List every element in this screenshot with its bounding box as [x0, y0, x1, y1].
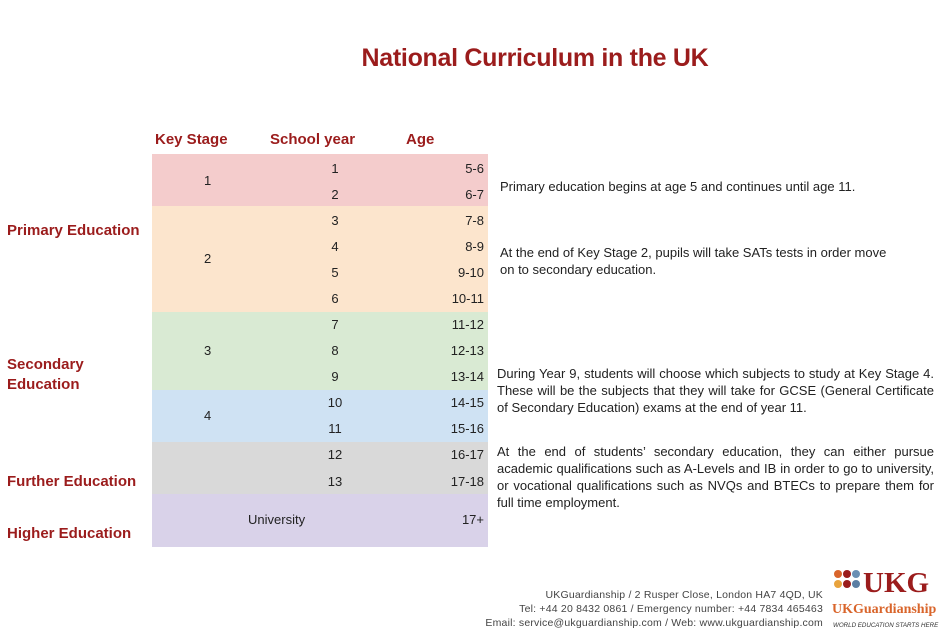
school-year-cell: 4: [331, 239, 339, 254]
school-year-cell: 1: [331, 161, 339, 176]
age-cell: 10-11: [451, 291, 484, 306]
footer-email-web: Email: service@ukguardianship.com / Web: www.ukguardianship.com: [485, 617, 823, 629]
age-cell: 14-15: [450, 395, 484, 410]
school-year-cell: 9: [331, 369, 339, 384]
age-header: Age: [406, 131, 435, 148]
primary-start-note: Primary education begins at age 5 and continues until age 11.: [500, 179, 856, 194]
age-cell: 11-12: [451, 317, 484, 332]
school-year-cell: 8: [331, 343, 339, 358]
key-stage-header: Key Stage: [155, 131, 228, 148]
age-cell: 5-6: [465, 161, 484, 176]
school-year-cell: 6: [331, 291, 339, 306]
logo-tagline: WORLD EDUCATION STARTS HERE: [833, 622, 939, 629]
school-year-cell: 7: [331, 317, 339, 332]
post-secondary-note: At the end of students’ secondary education, they can either pursue academic qualifications such as A-Levels and IB in order to go to university, or vocational qualifications such as NVQs and BTECs to prepare them for full time employment.: [497, 444, 934, 510]
secondary-education-label: Secondary Education: [7, 356, 84, 393]
key-stage-label: 1: [204, 173, 212, 188]
school-year-cell: 2: [331, 187, 339, 202]
age-cell: 7-8: [465, 213, 484, 228]
year9-note: During Year 9, students will choose which subjects to study at Key Stage 4. These will be the subjects that they will take for GCSE (General Certificate of Secondary Education) exams at the end of year 11.: [497, 366, 934, 415]
school-year-cell: 12: [327, 447, 343, 462]
footer-phone: Tel: +44 20 8432 0861 / Emergency number: +44 7834 465463: [519, 603, 823, 615]
ukg-logo: [832, 566, 950, 632]
ukg-logo-graphic: [832, 566, 950, 632]
school-year-cell: University: [248, 512, 306, 527]
age-cell: 17+: [461, 512, 484, 527]
age-cell: 9-10: [457, 265, 484, 280]
school-year-cell: 3: [331, 213, 339, 228]
key-stage-label: 4: [204, 408, 212, 423]
primary-education-label: Primary Education: [7, 222, 140, 239]
logo-short: UKG: [863, 567, 930, 599]
age-cell: 16-17: [450, 447, 484, 462]
ks2-sats-note: At the end of Key Stage 2, pupils will take SATs tests in order move on to secondary education.: [500, 245, 887, 277]
school-year-cell: 5: [331, 265, 339, 280]
footer-address: UKGuardianship / 2 Rusper Close, London HA7 4QD, UK: [545, 589, 823, 601]
school-year-header: School year: [270, 131, 356, 148]
further-education-label: Further Education: [7, 473, 137, 490]
age-cell: 6-7: [465, 187, 484, 202]
page-title: National Curriculum in the UK: [361, 44, 709, 72]
age-cell: 15-16: [450, 421, 484, 436]
school-year-cell: 13: [327, 474, 343, 489]
age-cell: 8-9: [465, 239, 484, 254]
age-cell: 17-18: [450, 474, 484, 489]
higher-education-label: Higher Education: [7, 525, 132, 542]
logo-name: UKGuardianship: [832, 602, 937, 617]
key-stage-label: 2: [204, 251, 212, 266]
contact-footer: [485, 588, 823, 630]
school-year-cell: 11: [328, 421, 342, 436]
key-stage-label: 3: [204, 343, 212, 358]
age-cell: 12-13: [450, 343, 484, 358]
age-cell: 13-14: [450, 369, 484, 384]
school-year-cell: 10: [327, 395, 343, 410]
